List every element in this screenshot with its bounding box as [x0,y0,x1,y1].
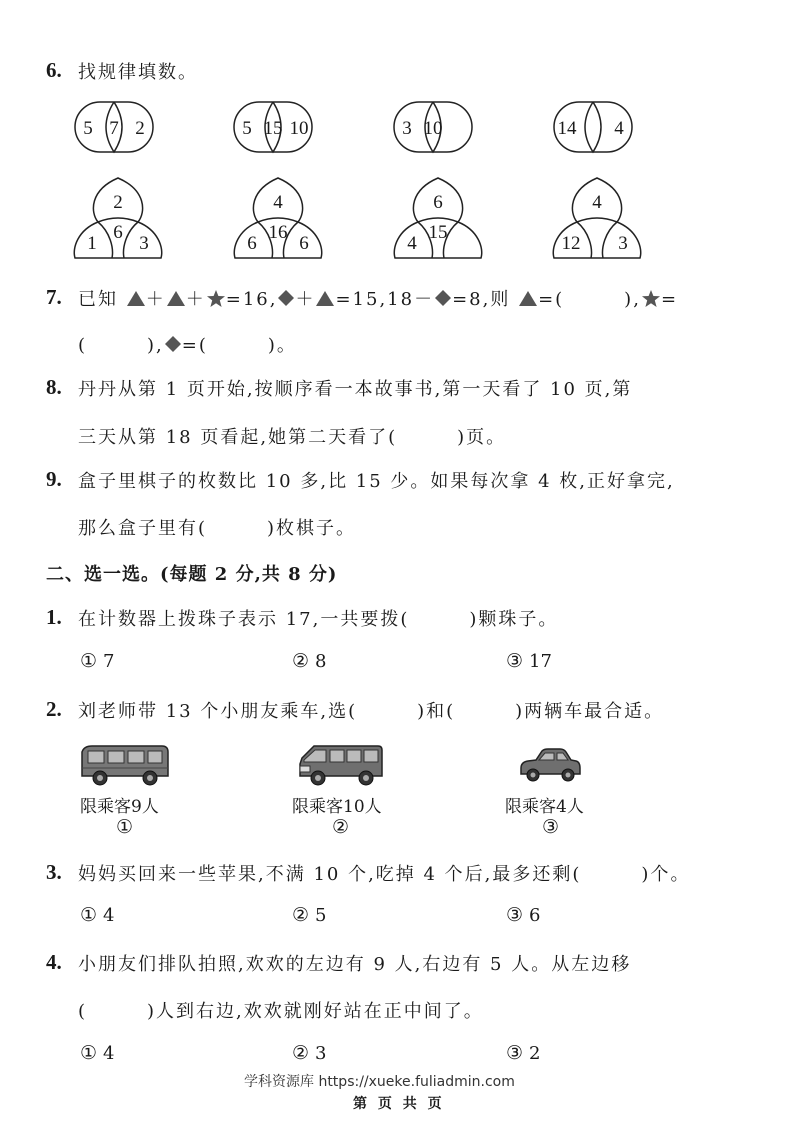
option-value: 4 [103,905,115,926]
triangle-icon [166,289,186,307]
venn2-right-value: 4 [614,118,624,139]
choice4-line2: ( )人到右边,欢欢就刚好站在正中间了。 [78,1001,484,1022]
venn3-center-value: 16 [268,222,288,243]
choice4-number: 4. [46,950,62,974]
venn2-mid-value: 10 [423,118,443,139]
triangle-icon [315,289,335,307]
q8-line1: 丹丹从第 1 页开始,按顺序看一本故事书,第一天看了 10 页,第 [78,379,633,400]
option-value: 17 [529,651,552,672]
q7-line2 [78,331,297,357]
option-mark: ② [292,1042,310,1064]
q7-line1: 已知 ＋ ＋ =16, ＋ =15,18－ =8,则 =( ), = [78,289,679,310]
option-mark: ① [80,1042,98,1064]
option-value: 2 [529,1043,541,1064]
choice1-option-3[interactable] [506,650,552,672]
diamond-icon [277,289,295,307]
venn3-diagram [234,178,321,258]
venn2-right-value: 10 [289,118,309,139]
choice4-line1: 小朋友们排队拍照,欢欢的左边有 9 人,右边有 5 人。从左边移 [78,954,632,975]
choice3-text: 妈妈买回来一些苹果,不满 10 个,吃掉 4 个后,最多还剩( )个。 [78,864,691,885]
option-mark: ① [80,904,98,926]
option-value: 3 [315,1043,327,1064]
venn3-diagram [74,178,161,258]
choice2-text: 刘老师带 13 个小朋友乘车,选( )和( )两辆车最合适。 [78,701,665,722]
option-mark: ② [292,650,310,672]
vehicle3-option[interactable]: ③ [542,816,560,838]
q9-number: 9. [46,467,62,491]
choice1-number: 1. [46,605,62,629]
venn3-right-value: 6 [299,233,309,254]
choice2-number: 2. [46,697,62,721]
diamond-icon [434,289,452,307]
choice1-option-2[interactable] [292,650,327,672]
q7-blank2: = [660,289,679,310]
venn2-left-value: 5 [83,118,93,139]
venn2-row [0,96,793,160]
option-mark: ③ [506,650,524,672]
venn3-left-value: 6 [247,233,257,254]
q7-eq1: =16, [225,289,278,310]
option-mark: ③ [506,1042,524,1064]
choice3-option-2[interactable] [292,904,327,926]
venn3-right-value: 3 [618,233,628,254]
vehicle2-label: 限乘客10人 [292,797,382,817]
venn2-diagram [75,102,153,152]
q7-eq3: =8,则 [452,289,511,310]
venn3-left-value: 4 [407,233,417,254]
venn3-top-value: 6 [433,192,443,213]
q7-line2b: =( )。 [181,335,297,356]
car-icon [518,744,582,784]
van-icon [78,742,172,788]
star-icon [206,289,226,307]
vehicle1-label: 限乘客9人 [80,797,159,817]
option-value: 8 [315,651,327,672]
venn3-left-value: 12 [561,233,581,254]
venn2-diagram [554,102,632,152]
venn3-top-value: 4 [592,192,602,213]
q7-line2a: ( ), [78,335,164,356]
venn3-diagram [553,178,640,258]
option-value: 5 [315,905,327,926]
choice3-option-3[interactable] [506,904,541,926]
venn3-center-value: 6 [113,222,123,243]
choice3-option-1[interactable] [80,904,115,926]
venn3-top-value: 4 [273,192,283,213]
q9-line1: 盒子里棋子的枚数比 10 多,比 15 少。如果每次拿 4 枚,正好拿完, [78,471,675,492]
minibus-icon [296,742,386,788]
star-icon [641,289,661,307]
option-value: 4 [103,1043,115,1064]
q9-line2: 那么盒子里有( )枚棋子。 [78,518,357,539]
triangle-icon [126,289,146,307]
venn2-diagram [234,102,312,152]
choice4-option-2[interactable] [292,1042,327,1064]
q8-number: 8. [46,375,62,399]
q7-eq2: =15,18－ [335,289,435,310]
q7-blank1: =( ), [538,289,641,310]
venn2-right-value: 2 [135,118,145,139]
triangle-icon [518,289,538,307]
venn3-row [0,176,793,268]
q6-number: 6. [46,58,62,82]
diamond-icon [164,335,182,353]
venn3-right-value: 3 [139,233,149,254]
q7-number: 7. [46,285,62,309]
venn2-left-value: 14 [557,118,577,139]
vehicle1-option[interactable]: ① [116,816,134,838]
q6-text: 找规律填数。 [78,62,198,83]
option-value: 6 [529,905,541,926]
option-mark: ② [292,904,310,926]
venn2-diagram [394,102,472,152]
venn2-left-value: 3 [402,118,412,139]
option-mark: ① [80,650,98,672]
choice4-option-1[interactable] [80,1042,115,1064]
venn3-top-value: 2 [113,192,123,213]
footer-source: 学科资源库 https://xueke.fuliadmin.com [244,1074,515,1090]
section2-title: 二、选一选。(每题 2 分,共 8 分) [46,564,338,585]
option-value: 7 [103,651,115,672]
venn2-left-value: 5 [242,118,252,139]
choice3-number: 3. [46,860,62,884]
vehicle3-label: 限乘客4人 [505,797,584,817]
choice1-option-1[interactable] [80,650,115,672]
choice4-option-3[interactable] [506,1042,541,1064]
vehicle2-option[interactable]: ② [332,816,350,838]
venn3-center-value: 15 [428,222,448,243]
venn3-left-value: 1 [87,233,97,254]
option-mark: ③ [506,904,524,926]
venn2-mid-value: 7 [109,118,119,139]
venn2-mid-value: 15 [263,118,283,139]
footer-page: 第 页 共 页 [353,1096,445,1112]
q8-line2: 三天从第 18 页看起,她第二天看了( )页。 [78,427,507,448]
venn3-diagram [394,178,481,258]
q7-prefix: 已知 [78,289,118,310]
choice1-text: 在计数器上拨珠子表示 17,一共要拨( )颗珠子。 [78,609,559,630]
